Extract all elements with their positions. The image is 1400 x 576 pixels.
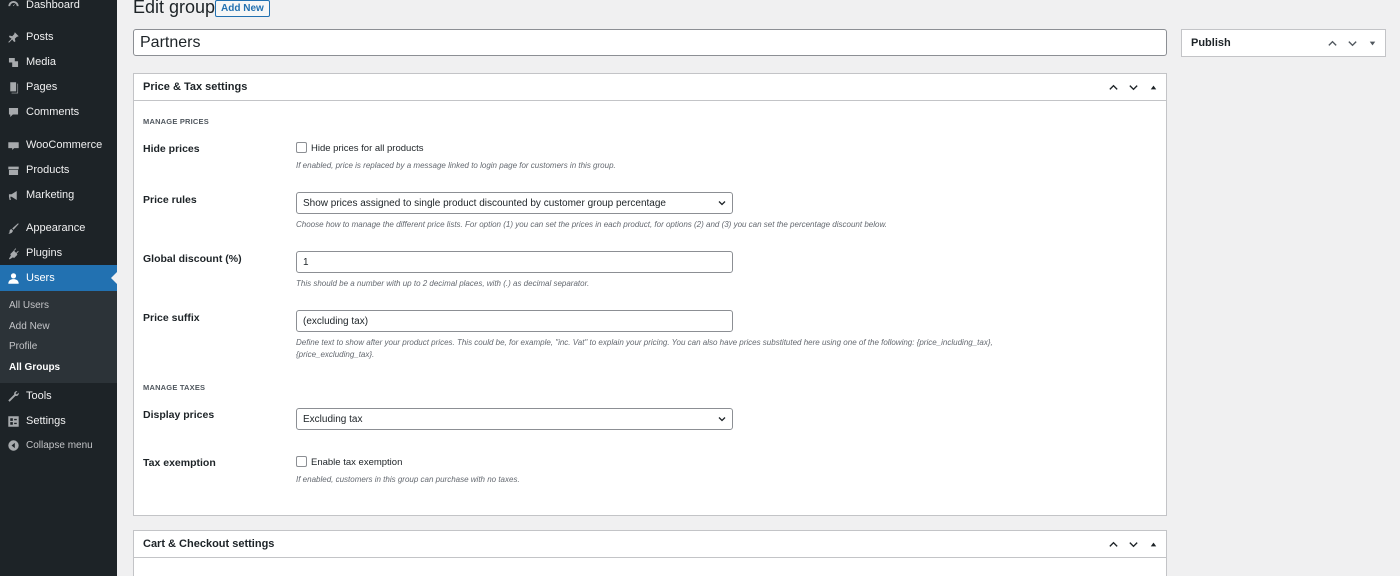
page-title: Edit group — [133, 0, 216, 17]
cart-checkout-header — [134, 531, 1166, 558]
megaphone-icon — [0, 189, 26, 202]
comment-icon — [0, 106, 26, 119]
menu-comments[interactable] — [0, 99, 117, 125]
admin-sidebar — [0, 0, 117, 576]
move-down-icon[interactable] — [1345, 36, 1359, 50]
move-up-icon[interactable] — [1325, 36, 1339, 50]
menu-label: Dashboard — [26, 0, 80, 11]
price-rules-select[interactable] — [296, 192, 733, 214]
woocommerce-icon — [0, 139, 26, 152]
tax-exemption-label: Tax exemption — [143, 457, 216, 469]
menu-label: WooCommerce — [26, 139, 103, 151]
display-prices-select[interactable] — [296, 408, 733, 430]
cart-checkout-settings-box — [133, 530, 1167, 576]
move-down-icon[interactable] — [1126, 538, 1140, 552]
price-rules-label: Price rules — [143, 194, 197, 206]
media-icon — [0, 56, 26, 69]
move-up-icon[interactable] — [1106, 81, 1120, 95]
menu-label: Marketing — [26, 189, 75, 201]
menu-label: Media — [26, 56, 56, 68]
tax-exemption-checkbox-label[interactable]: Enable tax exemption — [311, 457, 403, 468]
manage-taxes-heading: MANAGE TAXES — [143, 383, 206, 392]
global-discount-input[interactable]: 1 — [296, 251, 733, 273]
manage-prices-heading: MANAGE PRICES — [143, 117, 209, 126]
wrench-icon — [0, 390, 26, 403]
menu-tools[interactable] — [0, 383, 117, 409]
menu-posts[interactable] — [0, 24, 117, 50]
chevron-down-icon — [717, 198, 727, 208]
tax-exemption-description: If enabled, customers in this group can purchase with no taxes. — [296, 475, 520, 484]
tax-exemption-checkbox[interactable] — [296, 456, 307, 467]
users-submenu — [0, 291, 117, 383]
dashboard-icon — [0, 0, 26, 12]
menu-label: Posts — [26, 31, 54, 43]
move-down-icon[interactable] — [1126, 81, 1140, 95]
menu-label: Pages — [26, 81, 58, 93]
price-rules-value: Show prices assigned to single product discounted by customer group percentage — [303, 197, 666, 209]
toggle-panel-icon[interactable] — [1365, 36, 1379, 50]
publish-box — [1181, 29, 1386, 57]
menu-collapse[interactable] — [0, 432, 117, 458]
menu-label: Plugins — [26, 247, 63, 259]
cart-checkout-controls — [1106, 531, 1160, 558]
move-up-icon[interactable] — [1106, 538, 1120, 552]
archive-icon — [0, 164, 26, 177]
settings-icon — [0, 415, 26, 428]
menu-label: Products — [26, 164, 70, 176]
menu-label: Users — [26, 272, 55, 284]
menu-users[interactable] — [0, 265, 117, 291]
menu-dashboard[interactable] — [0, 0, 117, 18]
price-tax-header — [134, 74, 1166, 101]
display-prices-value: Excluding tax — [303, 413, 363, 425]
price-suffix-description-cont: {price_excluding_tax}. — [296, 350, 375, 359]
brush-icon — [0, 222, 26, 235]
price-suffix-input[interactable]: (excluding tax) — [296, 310, 733, 332]
price-rules-description: Choose how to manage the different price lists. For option (1) you can set the prices in each product, for options (2) and (3) you can set the percentage discount below. — [296, 220, 887, 229]
menu-marketing[interactable] — [0, 182, 117, 208]
group-title-input[interactable]: Partners — [133, 29, 1167, 56]
submenu-all-users[interactable]: All Users — [9, 300, 50, 311]
menu-label: Appearance — [26, 222, 86, 234]
hide-prices-label: Hide prices — [143, 143, 200, 155]
global-discount-description: This should be a number with up to 2 decimal places, with (.) as decimal separator. — [296, 279, 590, 288]
menu-label: Settings — [26, 415, 66, 427]
chevron-down-icon — [717, 414, 727, 424]
menu-label: Collapse menu — [26, 439, 93, 451]
hide-prices-description: If enabled, price is replaced by a message linked to login page for customers in this group. — [296, 161, 616, 170]
hide-prices-checkbox[interactable] — [296, 142, 307, 153]
menu-media[interactable] — [0, 49, 117, 75]
pin-icon — [0, 31, 26, 44]
toggle-panel-icon[interactable] — [1146, 81, 1160, 95]
toggle-panel-icon[interactable] — [1146, 538, 1160, 552]
price-suffix-label: Price suffix — [143, 312, 200, 324]
price-tax-title: Price & Tax settings — [143, 81, 248, 93]
display-prices-label: Display prices — [143, 409, 215, 421]
submenu-all-groups[interactable]: All Groups — [9, 362, 61, 373]
global-discount-label: Global discount (%) — [143, 253, 242, 265]
hide-prices-checkbox-label[interactable]: Hide prices for all products — [311, 143, 424, 154]
submenu-profile[interactable]: Profile — [9, 341, 38, 352]
price-tax-controls — [1106, 74, 1160, 101]
add-new-button[interactable]: Add New — [215, 0, 270, 17]
menu-label: Tools — [26, 390, 52, 402]
publish-title: Publish — [1191, 37, 1231, 49]
menu-pages[interactable] — [0, 74, 117, 100]
menu-label: Comments — [26, 106, 80, 118]
price-suffix-description: Define text to show after your product prices. This could be, for example, "inc. Vat" to explain your pricing. You can also have prices substituted here using one of the following: {price_including_tax}, — [296, 338, 993, 347]
pages-icon — [0, 81, 26, 94]
menu-appearance[interactable] — [0, 215, 117, 241]
price-tax-settings-box — [133, 73, 1167, 516]
cart-checkout-title: Cart & Checkout settings — [143, 538, 275, 550]
publish-controls — [1325, 30, 1379, 56]
submenu-add-new[interactable]: Add New — [9, 321, 50, 332]
menu-products[interactable] — [0, 157, 117, 183]
collapse-icon — [0, 439, 26, 452]
menu-settings[interactable] — [0, 408, 117, 434]
user-icon — [0, 272, 26, 285]
plugin-icon — [0, 247, 26, 260]
menu-woocommerce[interactable] — [0, 132, 117, 158]
menu-plugins[interactable] — [0, 240, 117, 266]
